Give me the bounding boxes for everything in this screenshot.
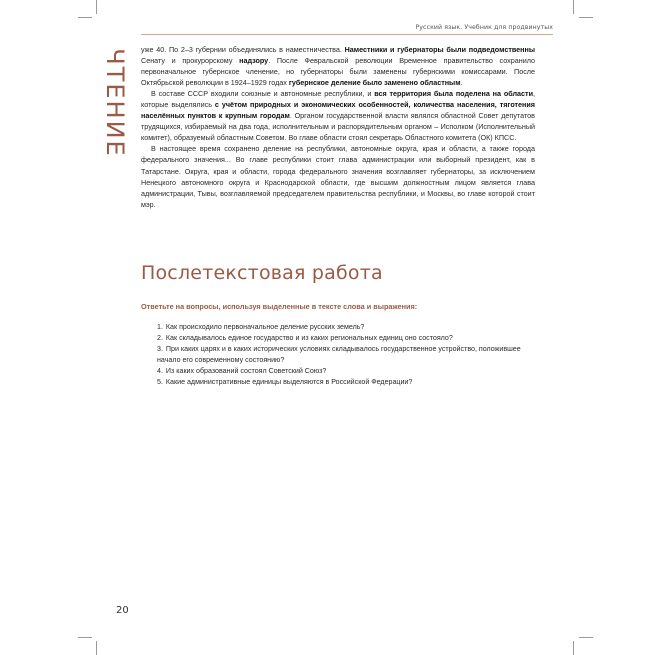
body-paragraph (141, 143, 535, 209)
highlighted-phrase: надзору (239, 56, 269, 66)
question-list (141, 322, 535, 388)
highlighted-phrase: с учётом природных и экономических особенностей, количества населения, тяготения населённых пунктов к крупным городам (141, 100, 535, 121)
question-item (141, 333, 535, 344)
question-number: 5. (157, 378, 163, 387)
highlighted-phrase: Наместники и губернаторы были подведомственны (344, 45, 535, 54)
page-number: 20 (116, 605, 129, 616)
highlighted-phrase: вся территория была поделена на области (374, 89, 533, 99)
question-item (141, 322, 535, 333)
question-text: При каких царях и в каких исторических условиях складывалось государственное устройство, положившее начало его современному состоянию? (157, 345, 521, 365)
text-run: . После Февральской революции Временное правительство сохранило первоначальное губернское членение, но губернаторы были заменены губернскими комиссарами. После Октябрьской революции в 1924–1929 годах (141, 56, 535, 88)
text-run: В составе СССР входили союзные и автономные республики, и (151, 89, 375, 99)
crop-mark-bottom-left-h (78, 637, 92, 638)
crop-mark-top-left (96, 0, 97, 14)
crop-mark-bottom-left (96, 641, 97, 655)
question-item (141, 366, 535, 377)
section-side-label (95, 48, 135, 158)
question-text: Как складывалось единое государство и из каких региональных единиц оно состояло? (165, 334, 453, 343)
question-number: 1. (157, 323, 163, 331)
text-run: уже 40. По 2–3 губернии объединялись в наместничества. (141, 45, 345, 54)
text-run: . (460, 78, 463, 88)
question-item (141, 377, 535, 388)
question-text: Как происходило первоначальное деление русских земель? (165, 323, 365, 331)
text-run: В настоящее время сохранено деление на республики, автономные округа, края и области, а также города федерального значения... Во главе республики стоит глава администрации или выборный президент, как в Татарстане. Округа, края и области, города федерального значения возглавляет губернаторы, за исключением Ненецкого автономного округа и Краснодарской области, где высшим должностным лицом является глава администрации, Тывы, возглавляемой председателем правительства республики, и Москвы, во главе которой стоит мэр. (141, 144, 535, 209)
question-text: Из каких образований состоял Советский Союз? (165, 367, 327, 376)
question-text: Какие административные единицы выделяются в Российской Федерации? (165, 378, 413, 387)
crop-mark-top-left-h (78, 17, 92, 18)
question-number: 3. (157, 345, 163, 354)
running-header: Русский язык. Учебник для продвинутых (415, 24, 553, 31)
section-title: Послетекстовая работа (141, 262, 383, 284)
text-run: . Органом государственной власти являлся областной Совет депутатов трудящихся, избираемый на два года, исполнительным и распорядительным органом – Исполком (Исполнительный комитет), образуемый областным Советом. Во главе области стоял секретарь Областного комитета (ОК) КПСС. (141, 111, 535, 143)
highlighted-phrase: губернское деление было заменено областным (288, 78, 461, 88)
exercise-instruction: Ответьте на вопросы, используя выделенные в тексте слова и выражения: (141, 302, 418, 311)
question-number: 2. (157, 334, 163, 343)
header-rule (141, 34, 553, 35)
body-paragraph (141, 88, 535, 143)
body-text (141, 44, 535, 210)
crop-mark-bottom-right (573, 641, 574, 655)
crop-mark-top-right (573, 0, 574, 14)
crop-mark-bottom-right-h (579, 637, 593, 638)
text-run: , которые выделялись (141, 89, 535, 110)
question-item (141, 344, 535, 366)
text-run: Сенату и прокурорскому (141, 56, 240, 66)
body-paragraph (141, 44, 535, 88)
side-label-text: ЧТЕНИЕ (101, 48, 129, 158)
crop-mark-top-right-h (579, 17, 593, 18)
question-number: 4. (157, 367, 163, 376)
